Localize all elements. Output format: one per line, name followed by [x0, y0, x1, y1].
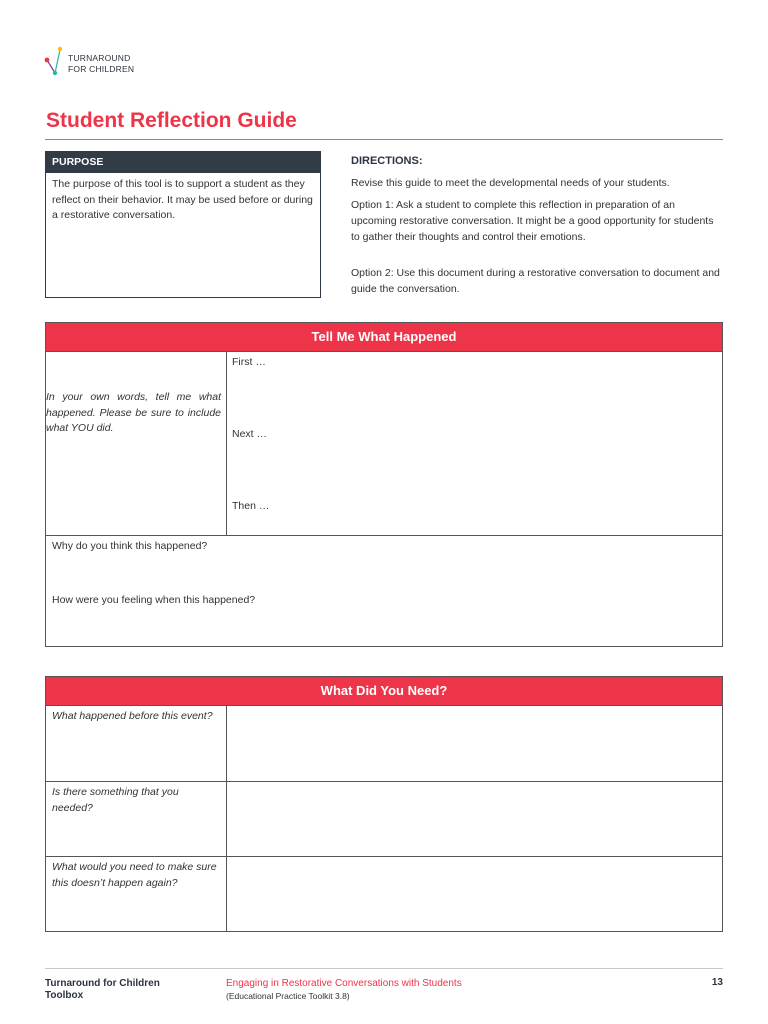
why-prompt: Why do you think this happened?: [52, 540, 208, 552]
tell-me-what-happened-table: [45, 322, 723, 647]
row-divider: [46, 705, 722, 706]
row-divider: [46, 856, 722, 857]
need-question-3: What would you need to make sure this doesn’t happen again?: [52, 861, 217, 889]
first-label: First …: [232, 356, 266, 368]
logo-line-1: TURNAROUND: [68, 53, 131, 63]
row-divider: [46, 351, 722, 352]
page-title: Student Reflection Guide: [46, 109, 297, 132]
footer-divider: [45, 968, 723, 969]
row-divider: [46, 535, 722, 536]
feeling-prompt: How were you feeling when this happened?: [52, 594, 256, 606]
column-divider: [226, 705, 227, 931]
brand-logo: [44, 45, 154, 81]
footer-doc-subtitle: (Educational Practice Toolkit 3.8): [226, 991, 350, 1001]
need-question-1: What happened before this event?: [52, 710, 213, 722]
page-number: 13: [711, 977, 723, 988]
prompt-own-words: In your own words, tell me what happened. Please be sure to include what YOU did.: [46, 391, 221, 434]
directions-heading: DIRECTIONS:: [351, 155, 423, 167]
logo-mark-icon: [44, 45, 68, 79]
next-label: Next …: [232, 428, 268, 440]
purpose-text: The purpose of this tool is to support a student as they reflect on their behavior. It may be used before or during a restorative conversation.: [52, 178, 313, 221]
purpose-box: [45, 151, 321, 298]
logo-line-2: FOR CHILDREN: [68, 64, 135, 74]
footer-org-line-2: Toolbox: [45, 990, 84, 1001]
footer-org: [45, 978, 160, 1002]
row-divider: [46, 781, 722, 782]
then-label: Then …: [232, 500, 270, 512]
purpose-heading: PURPOSE: [46, 152, 320, 173]
column-divider: [226, 351, 227, 535]
table-header: What Did You Need?: [46, 677, 722, 705]
directions-paragraph-1: Revise this guide to meet the developmental needs of your students.: [351, 177, 670, 189]
what-did-you-need-table: [45, 676, 723, 932]
footer-doc: [226, 978, 462, 1002]
title-divider: [45, 139, 723, 140]
need-question-2: Is there something that you needed?: [52, 786, 179, 814]
directions-paragraph-3: Option 2: Use this document during a restorative conversation to document and guide the conversation.: [351, 267, 720, 295]
table-header: Tell Me What Happened: [46, 323, 722, 351]
footer-org-line-1: Turnaround for Children: [45, 978, 160, 989]
directions-paragraph-2: Option 1: Ask a student to complete this reflection in preparation of an upcoming restorative conversation. It might be a good opportunity for students to gather their thoughts and control their emotions.: [351, 199, 714, 243]
logo-wordmark: [68, 53, 134, 75]
footer-doc-title: Engaging in Restorative Conversations with Students: [226, 978, 462, 989]
